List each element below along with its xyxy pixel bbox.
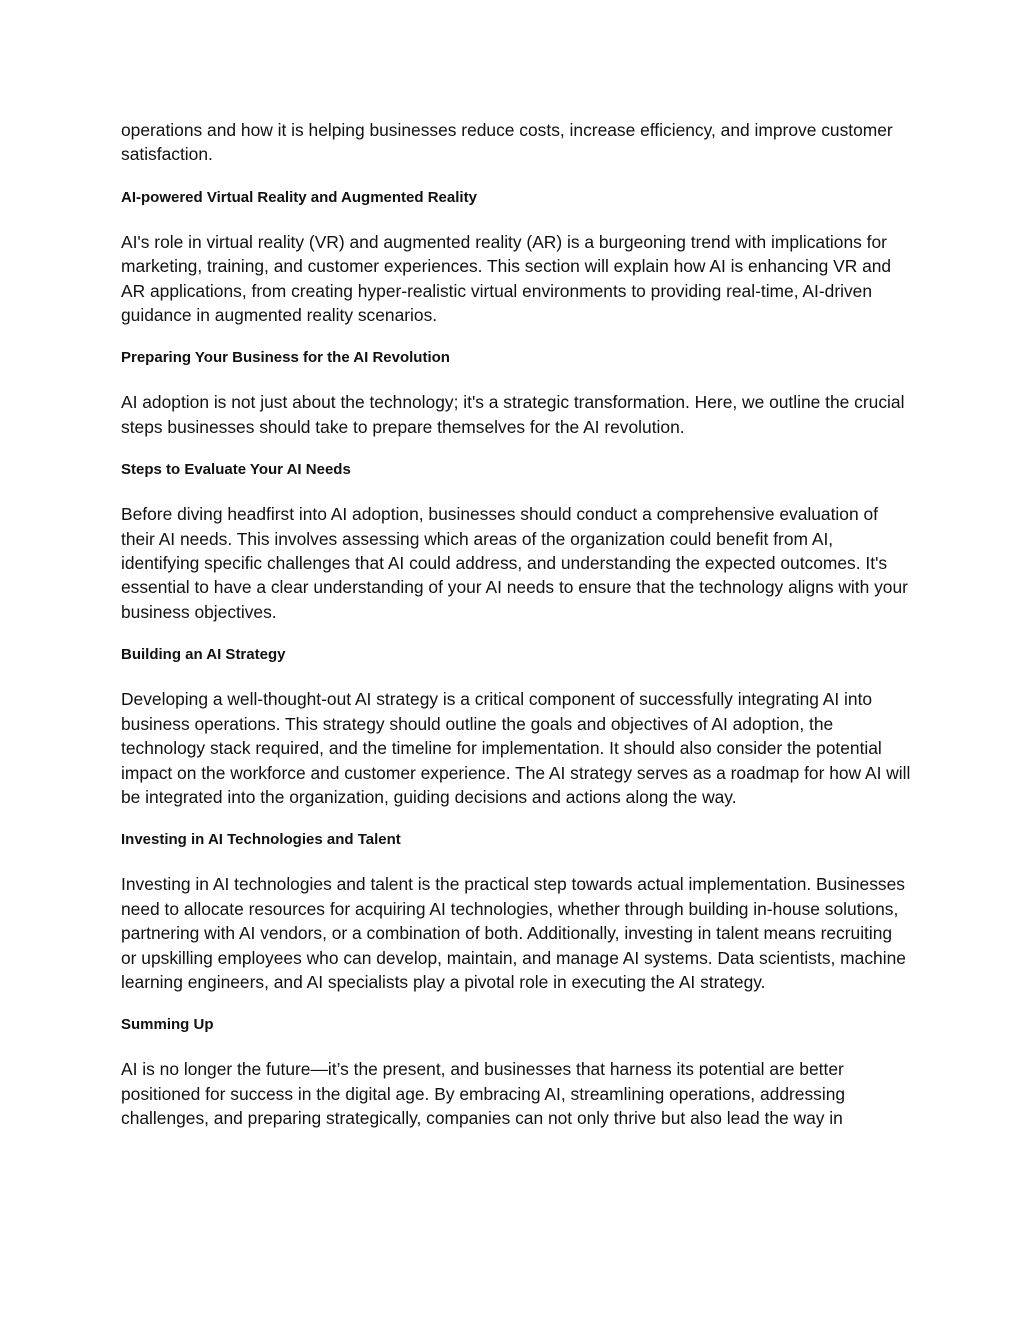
paragraph-ai-strategy: Developing a well-thought-out AI strategy is a critical component of successfully integrating AI into business operations. This strategy should outline the goals and objectives of AI adoption, the technology stack required, and the timeline for implementation. It should also consider the potential impact on the workforce and customer experience. The AI strategy serves as a roadmap for how AI will be integrated into the organization, guiding decisions and actions along the way. [121, 689, 911, 807]
paragraph-preparing-business: AI adoption is not just about the technology; it's a strategic transformation. Here, we outline the crucial steps businesses should take to prepare themselves for the AI revolution. [121, 392, 905, 437]
heading-evaluate-needs: Steps to Evaluate Your AI Needs [121, 461, 351, 479]
paragraph-ai-vr-ar: AI's role in virtual reality (VR) and augmented reality (AR) is a burgeoning trend with implications for marketing, training, and customer experiences. This section will explain how AI is enhancing VR and AR applications, from creating hyper-realistic virtual environments to providing real-time, AI-driven guidance in augmented reality scenarios. [121, 231, 892, 326]
paragraph-investing: Investing in AI technologies and talent is the practical step towards actual implementation. Businesses need to allocate resources for acquiring AI technologies, whether through building in-house solutions, partnering with AI vendors, or a combination of both. Additionally, investing in talent means recruiting or upskilling employees who can develop, maintain, and manage AI systems. Data scientists, machine learning engineers, and AI specialists play a pivotal role in executing the AI strategy. [121, 874, 906, 992]
heading-summing-up: Summing Up [121, 1016, 214, 1034]
heading-ai-vr-ar: AI-powered Virtual Reality and Augmented Reality [121, 188, 477, 206]
document-page [121, 118, 911, 1131]
heading-ai-strategy: Building an AI Strategy [121, 646, 286, 664]
heading-investing: Investing in AI Technologies and Talent [121, 831, 401, 849]
paragraph-intro-continued: operations and how it is helping businesses reduce costs, increase efficiency, and improve customer satisfaction. [121, 120, 893, 165]
heading-preparing-business: Preparing Your Business for the AI Revolution [121, 349, 450, 367]
paragraph-summing-up: AI is no longer the future—it’s the present, and businesses that harness its potential are better positioned for success in the digital age. By embracing AI, streamlining operations, addressing challenges, and preparing strategically, companies can not only thrive but also lead the way in [121, 1059, 846, 1129]
paragraph-evaluate-needs: Before diving headfirst into AI adoption, businesses should conduct a comprehensive evaluation of their AI needs. This involves assessing which areas of the organization could benefit from AI, identifying specific challenges that AI could address, and understanding the expected outcomes. It's essential to have a clear understanding of your AI needs to ensure that the technology aligns with your business objectives. [121, 504, 908, 622]
